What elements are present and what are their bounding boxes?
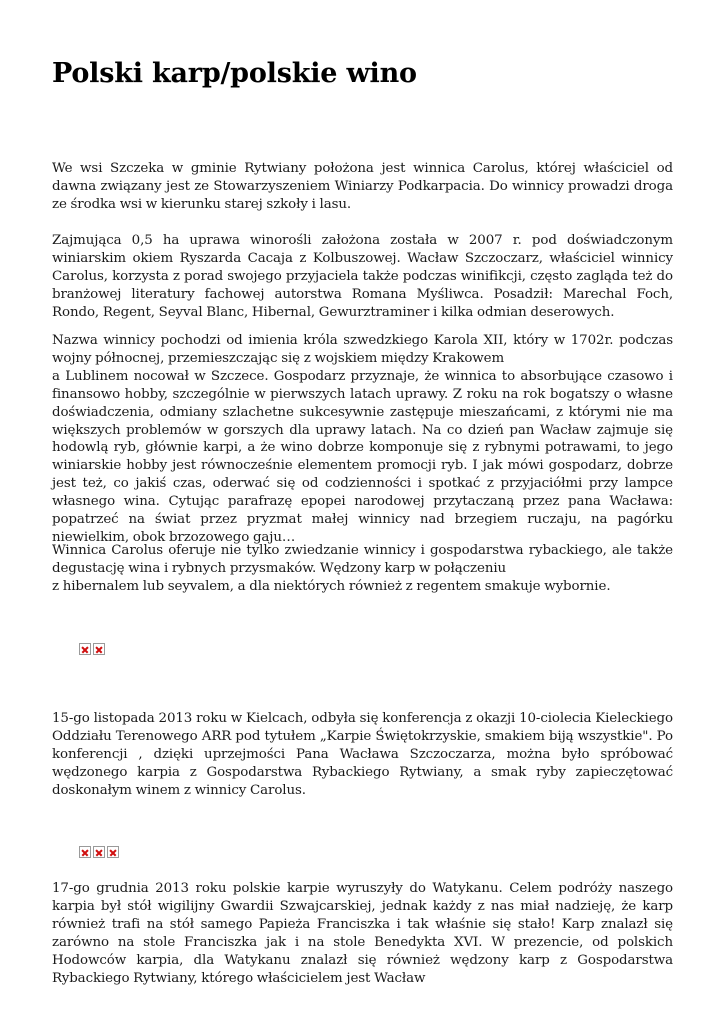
paragraph-text: Zajmująca 0,5 ha uprawa winorośli założona została w 2007 r. pod doświadczonym winiarskim okiem Ryszarda Cacaja z Kolbuszowej. Wacław Szczoczarz, właściciel winnicy Carolus, korzysta z porad swojego przyjaciela także podczas winifikcji, często zagląda też do branżowej literatury fachowej autorstwa Romana Myśliwca. Posadził: Marechal Foch, Rondo, Regent, Seyval Blanc, Hibernal, Gewurztraminer i kilka odmian deserowych. [52, 233, 673, 320]
broken-image-icon [79, 643, 91, 655]
paragraph-text: 17-go grudnia 2013 roku polskie karpie wyruszyły do Watykanu. Celem podróży naszego karpia był stół wigilijny Gwardii Szwajcarskiej, jednak każdy z nas miał nadzieję, że karp również trafi na stół samego Papieża Franciszka i tak właśnie się stało! Karp znalazł się zarówno na stole Franciszka jak i na stole Benedykta XVI. W prezencie, od polskich Hodowców karpia, dla Watykanu znalazł się również wędzony karp z Gospodarstwa Rybackiego Rytwiany, którego właścicielem jest Wacław [52, 881, 673, 986]
broken-image-icon [93, 846, 105, 858]
broken-image-icon [93, 643, 105, 655]
page-title: Polski karp/polskie wino [52, 58, 417, 89]
image-row-2 [79, 846, 119, 858]
paragraph-conference [52, 710, 673, 800]
broken-image-icon [79, 846, 91, 858]
paragraph-text: 15-go listopada 2013 roku w Kielcach, odbyła się konferencja z okazji 10-ciolecia Kieleckiego Oddziału Terenowego ARR pod tytułem „Karpie Świętokrzyskie, smakiem biją wszystkie". Po konferencji , dzięki uprzejmości Pana Wacława Szczoczarza, można było spróbować wędzonego karpia z Gospodarstwa Rybackiego Rytwiany, a smak ryby zapieczętować doskonałym winem z winnicy Carolus. [52, 711, 673, 798]
paragraph-text: Nazwa winnicy pochodzi od imienia króla szwedzkiego Karola XII, który w 1702r. podczas wojny północnej, przemieszczając się z wojskiem między Krakowem [52, 333, 673, 366]
paragraph-text: a Lublinem nocował w Szczece. Gospodarz przyznaje, że winnica to absorbujące czasowo i finansowo hobby, szczególnie w pierwszych latach uprawy. Z roku na rok bogatszy o własne doświadczenia, odmiany szlachetne sukcesywnie zastępuje mieszańcami, z którymi nie ma większych problemów w gorszych dla uprawy latach. Na co dzień pan Wacław zajmuje się hodowlą ryb, głównie karpi, a że wino dobrze komponuje się z rybnymi potrawami, to jego winiarskie hobby jest równocześnie elementem promocji ryb. I jak mówi gospodarz, dobrze jest też, co jakiś czas, oderwać się od codzienności i spotkać z przyjaciółmi przy lampce własnego wina. Cytując parafrazę epopei narodowej przytaczaną przez pana Wacława: popatrzeć na świat przez pryzmat małej winnicy nad brzegiem ruczaju, na pagórku niewielkim, obok brzozowego gaju… [52, 368, 673, 545]
broken-image-icon [107, 846, 119, 858]
paragraph-text: z hibernalem lub seyvalem, a dla niektórych również z regentem smakuje wybornie. [52, 578, 611, 594]
paragraph-name-origin [52, 332, 673, 547]
image-row-1 [79, 643, 105, 655]
paragraph-offer [52, 542, 673, 596]
paragraph-vineyard [52, 232, 673, 322]
paragraph-intro [52, 160, 673, 214]
paragraph-text: Winnica Carolus oferuje nie tylko zwiedzanie winnicy i gospodarstwa rybackiego, ale także degustację wina i rybnych przysmaków. Wędzony karp w połączeniu [52, 543, 673, 576]
paragraph-text: We wsi Szczeka w gminie Rytwiany położona jest winnica Carolus, której właściciel od dawna związany jest ze Stowarzyszeniem Winiarzy Podkarpacia. Do winnicy prowadzi droga ze środka wsi w kierunku starej szkoły i lasu. [52, 161, 673, 212]
paragraph-vatican [52, 880, 673, 987]
